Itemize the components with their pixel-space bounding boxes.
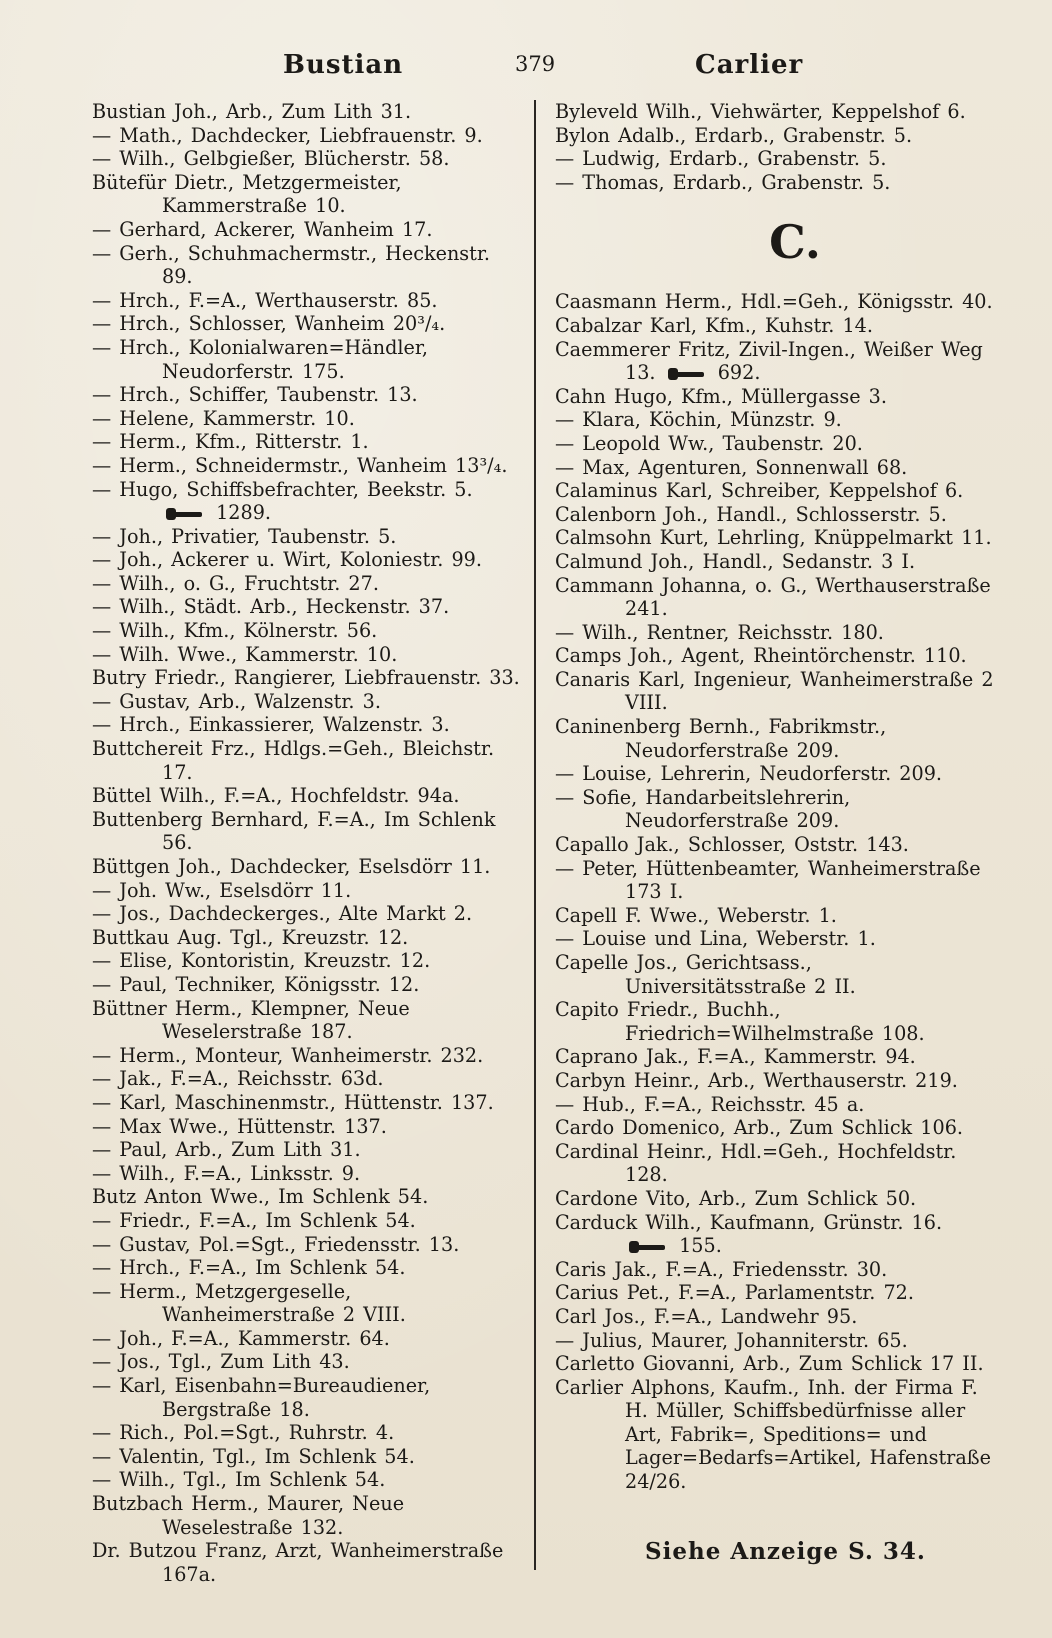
advertisement-notice: Siehe Anzeige S. 34. <box>645 1538 926 1565</box>
directory-entry: Cabalzar Karl, Kfm., Kuhstr. 14. <box>555 313 873 337</box>
directory-entry: — Hub., F.=A., Reichsstr. 45 a. <box>555 1092 865 1116</box>
telephone-icon <box>668 367 706 381</box>
directory-entry: — Paul, Techniker, Königsstr. 12. <box>92 972 420 996</box>
directory-entry: Carletto Giovanni, Arb., Zum Schlick 17 II. <box>555 1352 984 1376</box>
directory-entry: Carbyn Heinr., Arb., Werthauserstr. 219. <box>555 1068 958 1092</box>
column-divider <box>534 100 536 1570</box>
directory-entry: — Elise, Kontoristin, Kreuzstr. 12. <box>92 949 431 973</box>
directory-entry: — Wilh., Tgl., Im Schlenk 54. <box>92 1468 386 1492</box>
directory-entry: — Thomas, Erdarb., Grabenstr. 5. <box>555 170 891 194</box>
directory-entry: — Max, Agenturen, Sonnenwall 68. <box>555 455 908 479</box>
directory-entry: Büttgen Joh., Dachdecker, Eselsdörr 11. <box>92 855 491 878</box>
directory-entry: — Gerh., Schuhmachermstr., Heckenstr. 89. <box>92 241 491 289</box>
directory-entry: — Wilh., Rentner, Reichsstr. 180. <box>555 620 884 644</box>
directory-entry: Calmund Joh., Handl., Sedanstr. 3 I. <box>555 549 916 573</box>
directory-entry: — Joh., Privatier, Taubenstr. 5. <box>92 524 397 548</box>
directory-entry: Cahn Hugo, Kfm., Müllergasse 3. <box>555 384 887 408</box>
directory-entry: — Wilh. Wwe., Kammerstr. 10. <box>92 642 398 666</box>
directory-entry: Bütefür Dietr., Metzgermeister, Kammerstraße 10. <box>92 170 402 218</box>
directory-entry: Butz Anton Wwe., Im Schlenk 54. <box>92 1185 429 1209</box>
directory-entry: Cardinal Heinr., Hdl.=Geh., Hochfeldstr. 128. <box>555 1139 957 1187</box>
directory-entry: — Jak., F.=A., Reichsstr. 63d. <box>92 1067 384 1091</box>
directory-entry: — Julius, Maurer, Johanniterstr. 65. <box>555 1328 908 1352</box>
directory-entry: Capell F. Wwe., Weberstr. 1. <box>555 903 837 927</box>
directory-entry: — Friedr., F.=A., Im Schlenk 54. <box>92 1208 416 1232</box>
directory-entry: — Rich., Pol.=Sgt., Ruhrstr. 4. <box>92 1421 395 1445</box>
directory-entry: Capito Friedr., Buchh., Friedrich=Wilhelmstraße 108. <box>555 998 925 1045</box>
directory-entry: Cardo Domenico, Arb., Zum Schlick 106. <box>555 1116 964 1140</box>
directory-entry: — Herm., Kfm., Ritterstr. 1. <box>92 430 369 454</box>
directory-entry: — Ludwig, Erdarb., Grabenstr. 5. <box>555 147 887 171</box>
directory-entry: — Herm., Metzgergeselle, Wanheimerstraße 2 VIII. <box>92 1279 406 1327</box>
directory-entry: — Paul, Arb., Zum Lith 31. <box>92 1138 361 1162</box>
directory-entry: — Gustav, Pol.=Sgt., Friedensstr. 13. <box>92 1232 460 1256</box>
right-column-bottom <box>555 290 995 1493</box>
directory-entry: Buttkau Aug. Tgl., Kreuzstr. 12. <box>92 925 409 949</box>
directory-entry: — Jos., Tgl., Zum Lith 43. <box>92 1350 350 1374</box>
directory-entry: — Louise und Lina, Weberstr. 1. <box>555 927 876 951</box>
directory-entry: — Hrch., Schiffer, Taubenstr. 13. <box>92 383 418 407</box>
directory-entry: — Math., Dachdecker, Liebfrauenstr. 9. <box>92 123 483 147</box>
directory-entry: — Karl, Eisenbahn=Bureaudiener, Bergstraße 18. <box>92 1374 431 1421</box>
directory-entry: — Helene, Kammerstr. 10. <box>92 406 355 430</box>
directory-entry: — Gustav, Arb., Walzenstr. 3. <box>92 689 381 713</box>
directory-entry: — Wilh., o. G., Fruchtstr. 27. <box>92 571 379 595</box>
directory-entry: Butry Friedr., Rangierer, Liebfrauenstr. 33. <box>92 666 520 690</box>
directory-entry: — Wilh., F.=A., Linksstr. 9. <box>92 1161 361 1185</box>
directory-entry: Büttner Herm., Klempner, Neue Weselerstraße 187. <box>92 996 410 1044</box>
page-number: 379 <box>515 52 556 76</box>
directory-entry: Capallo Jak., Schlosser, Oststr. 143. <box>555 833 909 857</box>
directory-entry: — Herm., Schneidermstr., Wanheim 13³/₄. <box>92 453 508 477</box>
right-column-top <box>555 100 995 194</box>
directory-entry: — Gerhard, Ackerer, Wanheim 17. <box>92 217 433 241</box>
directory-entry: — Wilh., Kfm., Kölnerstr. 56. <box>92 619 378 643</box>
directory-entry: Carlier Alphons, Kaufm., Inh. der Firma F. H. Müller, Schiffsbedürfnisse aller Art, Fabrik=, Speditions= und Lager=Bedarfs=Artikel, Hafenstraße 24/26. <box>555 1375 991 1494</box>
directory-entry: Büttel Wilh., F.=A., Hochfeldstr. 94a. <box>92 784 460 808</box>
header-right-name: Carlier <box>695 50 804 80</box>
directory-entry: Buttchereit Frz., Hdlgs.=Geh., Bleichstr. 17. <box>92 737 495 784</box>
directory-entry: Carduck Wilh., Kaufmann, Grünstr. 16. 155. <box>555 1210 943 1258</box>
directory-entry: — Sofie, Handarbeitslehrerin, Neudorferstraße 209. <box>555 785 851 833</box>
directory-entry: — Hrch., Einkassierer, Walzenstr. 3. <box>92 713 450 737</box>
directory-entry: — Hrch., Kolonialwaren=Händler, Neudorferstr. 175. <box>92 335 429 383</box>
section-letter: C. <box>769 215 821 270</box>
telephone-icon <box>629 1240 667 1254</box>
page-header <box>0 50 1052 86</box>
directory-entry: — Hugo, Schiffsbefrachter, Beekstr. 5. 1289. <box>92 477 473 525</box>
right-column <box>555 100 995 1494</box>
directory-entry: Carl Jos., F.=A., Landwehr 95. <box>555 1304 858 1328</box>
directory-entry: Camps Joh., Agent, Rheintörchenstr. 110. <box>555 644 967 668</box>
telephone-icon <box>166 507 204 521</box>
directory-entry: Carius Pet., F.=A., Parlamentstr. 72. <box>555 1281 914 1305</box>
left-column <box>92 100 522 1586</box>
directory-entry: — Herm., Monteur, Wanheimerstr. 232. <box>92 1043 484 1067</box>
directory-entry: — Louise, Lehrerin, Neudorferstr. 209. <box>555 762 942 786</box>
directory-entry: Caninenberg Bernh., Fabrikmstr., Neudorferstraße 209. <box>555 715 887 762</box>
directory-entry: — Wilh., Städt. Arb., Heckenstr. 37. <box>92 595 450 619</box>
directory-entry: Canaris Karl, Ingenieur, Wanheimerstraße 2 VIII. <box>555 667 994 715</box>
directory-entry: Calmsohn Kurt, Lehrling, Knüppelmarkt 11. <box>555 526 992 550</box>
directory-entry: — Joh., F.=A., Kammerstr. 64. <box>92 1326 390 1350</box>
directory-entry: Bustian Joh., Arb., Zum Lith 31. <box>92 100 412 123</box>
directory-entry: Buttenberg Bernhard, F.=A., Im Schlenk 56. <box>92 807 496 855</box>
directory-entry: Bylon Adalb., Erdarb., Grabenstr. 5. <box>555 123 913 147</box>
directory-entry: — Wilh., Gelbgießer, Blücherstr. 58. <box>92 147 450 171</box>
directory-entry: — Jos., Dachdeckerges., Alte Markt 2. <box>92 902 473 926</box>
directory-entry: Butzbach Herm., Maurer, Neue Weselestraße 132. <box>92 1492 405 1539</box>
directory-entry: Cammann Johanna, o. G., Werthauserstraße 241. <box>555 573 991 621</box>
directory-entry: Calaminus Karl, Schreiber, Keppelshof 6. <box>555 479 964 503</box>
directory-entry: Caris Jak., F.=A., Friedensstr. 30. <box>555 1257 888 1281</box>
directory-entry: Byleveld Wilh., Viehwärter, Keppelshof 6. <box>555 100 966 123</box>
header-left-name: Bustian <box>283 50 404 80</box>
directory-entry: Caasmann Herm., Hdl.=Geh., Königsstr. 40. <box>555 290 993 314</box>
directory-entry: Calenborn Joh., Handl., Schlosserstr. 5. <box>555 502 947 526</box>
directory-entry: — Valentin, Tgl., Im Schlenk 54. <box>92 1444 415 1468</box>
directory-entry: Capelle Jos., Gerichtsass., Universitätsstraße 2 II. <box>555 951 856 998</box>
directory-entry: Cardone Vito, Arb., Zum Schlick 50. <box>555 1186 917 1210</box>
directory-entry: Caprano Jak., F.=A., Kammerstr. 94. <box>555 1045 916 1069</box>
directory-entry: — Hrch., F.=A., Werthauserstr. 85. <box>92 288 438 312</box>
directory-entry: — Klara, Köchin, Münzstr. 9. <box>555 408 842 432</box>
directory-entry: Caemmerer Fritz, Zivil-Ingen., Weißer Weg 13. 692. <box>555 337 983 385</box>
directory-entry: — Max Wwe., Hüttenstr. 137. <box>92 1114 387 1138</box>
directory-entry: — Joh. Ww., Eselsdörr 11. <box>92 878 352 902</box>
directory-entry: — Hrch., F.=A., Im Schlenk 54. <box>92 1256 406 1280</box>
directory-entry: Dr. Butzou Franz, Arzt, Wanheimerstraße 167a. <box>92 1539 504 1586</box>
directory-entry: — Hrch., Schlosser, Wanheim 20³/₄. <box>92 312 446 336</box>
directory-entry: — Karl, Maschinenmstr., Hüttenstr. 137. <box>92 1090 494 1114</box>
directory-entry: — Leopold Ww., Taubenstr. 20. <box>555 431 863 455</box>
directory-entry: — Joh., Ackerer u. Wirt, Koloniestr. 99. <box>92 548 482 572</box>
directory-entry: — Peter, Hüttenbeamter, Wanheimerstraße 173 I. <box>555 856 981 904</box>
